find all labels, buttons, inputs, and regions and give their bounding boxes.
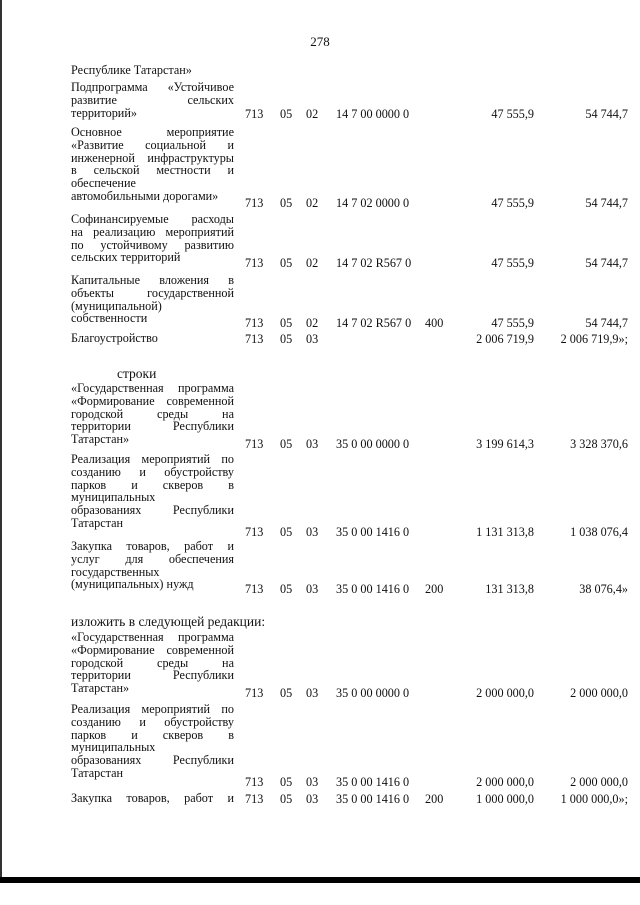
amount-year-1: 47 555,9: [491, 316, 534, 330]
lines-heading: строки: [117, 366, 157, 381]
target-code: 14 7 02 R567 0: [336, 316, 412, 330]
description-line: Капитальные вложения в: [71, 273, 234, 287]
amount-year-2: 54 744,7: [585, 107, 628, 121]
ministry-code: 713: [245, 437, 264, 451]
ministry-code: 713: [245, 686, 264, 700]
amount-year-2: 1 000 000,0»;: [560, 792, 628, 806]
row-description: [71, 81, 234, 119]
description-line: образованиях Республики: [71, 753, 234, 768]
ministry-code: 713: [245, 316, 264, 330]
section-code: 05: [280, 196, 293, 210]
row-description: [71, 274, 234, 325]
subsection-code: 02: [306, 196, 319, 210]
description-line: территории Республики: [71, 419, 234, 434]
amount-year-1: 3 199 614,3: [476, 437, 534, 451]
description-line: (муниципальных) нужд: [71, 577, 194, 592]
description-line: Благоустройство: [71, 331, 158, 345]
description-line: территории Республики: [71, 668, 234, 683]
expense-type-code: 200: [425, 582, 444, 596]
description-line: по устойчивому развитию: [71, 237, 234, 252]
amount-year-2: 1 038 076,4: [570, 525, 628, 539]
description-line: на реализацию мероприятий: [71, 224, 234, 239]
amount-year-1: 1 131 313,8: [476, 525, 534, 539]
description-line: объекты государственной: [71, 285, 234, 300]
subsection-code: 02: [306, 256, 319, 270]
description-line: «Формирование современной: [71, 642, 234, 657]
description-line: парков и скверов в: [71, 477, 234, 492]
row-description: [71, 540, 234, 591]
amount-year-2: 3 328 370,6: [570, 437, 628, 451]
description-line: «Государственная программа: [71, 381, 234, 395]
scan-bottom-border: [0, 877, 640, 883]
amount-year-2: 54 744,7: [585, 316, 628, 330]
ministry-code: 713: [245, 256, 264, 270]
scan-left-edge: [0, 0, 2, 883]
row-description: [71, 703, 234, 780]
description-line: образованиях Республики: [71, 503, 234, 518]
description-line: в сельской местности и: [71, 163, 234, 178]
target-code: 35 0 00 1416 0: [336, 775, 410, 789]
section-code: 05: [280, 792, 293, 806]
description-line: автомобильными дорогами»: [71, 188, 219, 203]
description-line: Реализация мероприятий по: [71, 702, 234, 716]
description-line: парков и скверов в: [71, 727, 234, 742]
amount-year-2: 2 000 000,0: [570, 686, 628, 700]
row-description: [71, 332, 234, 345]
target-code: 14 7 02 0000 0: [336, 196, 410, 210]
description-line: созданию и обустройству: [71, 464, 234, 479]
description-line: «Формирование современной: [71, 393, 234, 408]
description-line: Татарстан: [71, 515, 124, 530]
subsection-code: 03: [306, 437, 319, 451]
ministry-code: 713: [245, 107, 264, 121]
description-line: созданию и обустройству: [71, 714, 234, 729]
ministry-code: 713: [245, 775, 264, 789]
section-code: 05: [280, 437, 293, 451]
subsection-code: 02: [306, 316, 319, 330]
subsection-code: 03: [306, 792, 319, 806]
row-description: [71, 64, 234, 77]
description-line: территорий»: [71, 105, 137, 120]
amount-year-1: 47 555,9: [491, 107, 534, 121]
section-code: 05: [280, 316, 293, 330]
target-code: 35 0 00 1416 0: [336, 792, 410, 806]
amount-year-2: 54 744,7: [585, 256, 628, 270]
row-description: [71, 631, 234, 695]
amount-year-2: 54 744,7: [585, 196, 628, 210]
amount-year-1: 1 000 000,0: [476, 792, 534, 806]
section-code: 05: [280, 686, 293, 700]
description-line: городской среды на: [71, 406, 234, 421]
amount-year-2: 38 076,4»: [579, 582, 628, 596]
amount-year-1: 47 555,9: [491, 256, 534, 270]
amount-year-1: 2 000 000,0: [476, 686, 534, 700]
description-line: Республике Татарстан»: [71, 63, 192, 77]
row-description: [71, 126, 234, 203]
new-edition-heading: изложить в следующей редакции:: [71, 614, 266, 629]
section-code: 05: [280, 582, 293, 596]
target-code: 35 0 00 1416 0: [336, 525, 410, 539]
subsection-code: 03: [306, 582, 319, 596]
ministry-code: 713: [245, 582, 264, 596]
ministry-code: 713: [245, 332, 264, 346]
target-code: 35 0 00 0000 0: [336, 686, 410, 700]
row-description: [71, 792, 234, 805]
target-code: 14 7 02 R567 0: [336, 256, 412, 270]
description-line: Закупка товаров, работ и: [71, 539, 234, 553]
target-code: 35 0 00 1416 0: [336, 582, 410, 596]
description-line: Софинансируемые расходы: [71, 212, 234, 226]
row-description: [71, 453, 234, 530]
description-line: (муниципальной): [71, 298, 162, 313]
section-code: 05: [280, 525, 293, 539]
amount-year-2: 2 006 719,9»;: [560, 332, 628, 346]
amount-year-2: 2 000 000,0: [570, 775, 628, 789]
subsection-code: 03: [306, 525, 319, 539]
section-code: 05: [280, 332, 293, 346]
description-line: городской среды на: [71, 655, 234, 670]
target-code: 35 0 00 0000 0: [336, 437, 410, 451]
description-line: сельских территорий: [71, 250, 181, 265]
section-code: 05: [280, 775, 293, 789]
amount-year-1: 131 313,8: [485, 582, 534, 596]
description-line: развитие сельских: [71, 92, 234, 107]
amount-year-1: 2 000 000,0: [476, 775, 534, 789]
target-code: 14 7 00 0000 0: [336, 107, 410, 121]
description-line: инженерной инфраструктуры: [71, 150, 234, 165]
description-line: «Государственная программа: [71, 630, 234, 644]
description-line: муниципальных: [71, 490, 156, 505]
ministry-code: 713: [245, 525, 264, 539]
expense-type-code: 200: [425, 792, 444, 806]
section-code: 05: [280, 256, 293, 270]
description-line: Татарстан»: [71, 681, 130, 696]
description-line: Реализация мероприятий по: [71, 452, 234, 466]
description-line: государственных: [71, 564, 160, 579]
description-line: Закупка товаров, работ и: [71, 791, 234, 805]
page-number: 278: [310, 34, 330, 49]
amount-year-1: 2 006 719,9: [476, 332, 534, 346]
description-line: собственности: [71, 311, 148, 326]
row-description: [71, 213, 234, 264]
description-line: Татарстан: [71, 765, 124, 780]
description-line: услуг для обеспечения: [71, 551, 234, 566]
subsection-code: 03: [306, 332, 319, 346]
description-line: Подпрограмма «Устойчивое: [71, 80, 234, 94]
section-code: 05: [280, 107, 293, 121]
description-line: обеспечение: [71, 176, 136, 191]
subsection-code: 03: [306, 686, 319, 700]
amount-year-1: 47 555,9: [491, 196, 534, 210]
description-line: муниципальных: [71, 740, 156, 755]
description-line: «Развитие социальной и: [71, 137, 234, 152]
ministry-code: 713: [245, 196, 264, 210]
subsection-code: 03: [306, 775, 319, 789]
description-line: Татарстан»: [71, 432, 130, 447]
ministry-code: 713: [245, 792, 264, 806]
expense-type-code: 400: [425, 316, 444, 330]
row-description: [71, 382, 234, 446]
description-line: Основное мероприятие: [71, 125, 234, 139]
subsection-code: 02: [306, 107, 319, 121]
